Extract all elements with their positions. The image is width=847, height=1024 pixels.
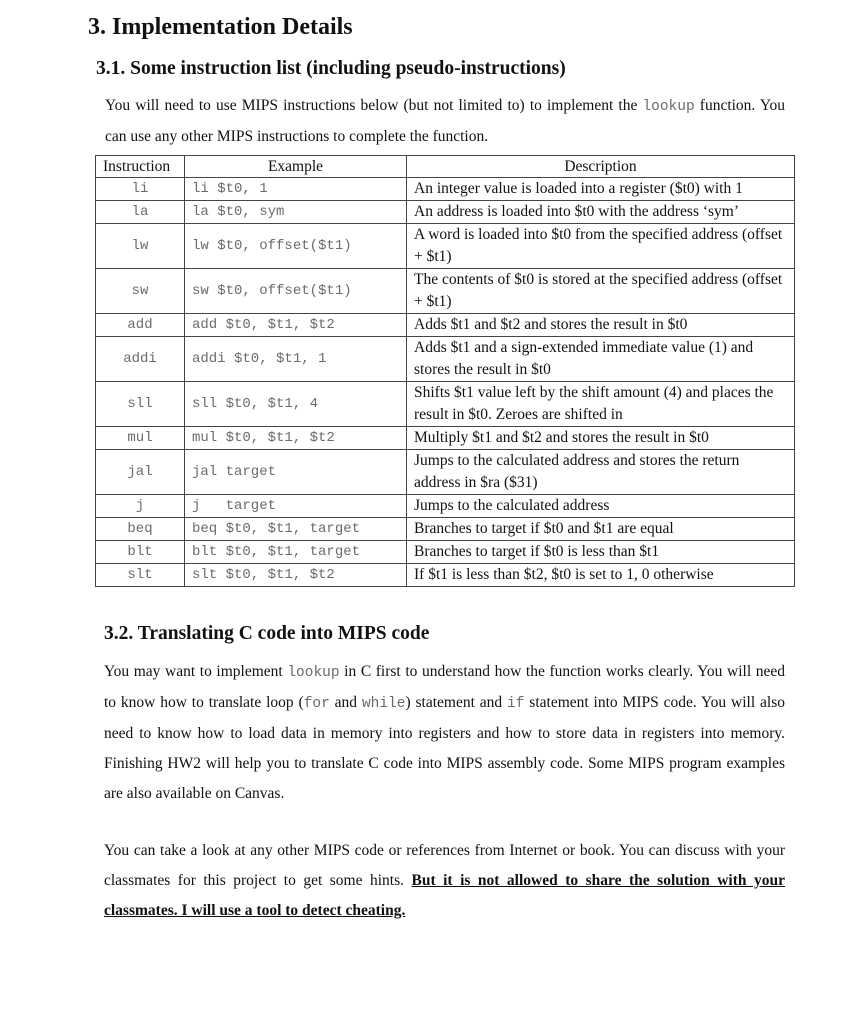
instruction-table [95,155,795,587]
example-cell: sll $t0, $t1, 4 [185,382,407,427]
instruction-cell: add [96,314,185,337]
cheating-warning: But it is not allowed to share the solution with your classmates. I will use a tool to detect cheating. [104,872,785,919]
description-cell: Multiply $t1 and $t2 and stores the result in $t0 [407,427,795,450]
table-row [96,269,795,314]
header-instruction: Instruction [96,156,185,178]
table-row [96,495,795,518]
p2-code-while: while [361,696,406,712]
example-cell: slt $t0, $t1, $t2 [185,564,407,587]
example-cell: blt $t0, $t1, target [185,541,407,564]
table-row [96,224,795,269]
table-header-row [96,156,795,178]
example-cell: la $t0, sym [185,201,407,224]
instruction-cell: lw [96,224,185,269]
intro-text-a: You will need to use MIPS instructions below (but not limited to) to implement the [105,97,643,114]
example-cell: mul $t0, $t1, $t2 [185,427,407,450]
description-cell: An integer value is loaded into a register ($t0) with 1 [407,178,795,201]
section-title: 3. Implementation Details [88,14,353,40]
description-cell: The contents of $t0 is stored at the specified address (offset + $t1) [407,269,795,314]
p2-code-for: for [303,696,330,712]
example-cell: li $t0, 1 [185,178,407,201]
p3-text-a: You can take a look at any other MIPS code or references from Internet or book. You can discuss with your classmates for this project to get some hints. [104,842,785,889]
description-cell: A word is loaded into $t0 from the specified address (offset + $t1) [407,224,795,269]
subsection-title-instruction-list: 3.1. Some instruction list (including pseudo-instructions) [96,58,566,79]
p2-text-a: You may want to implement [104,663,288,680]
header-description: Description [407,156,795,178]
intro-paragraph [105,91,785,152]
description-cell: If $t1 is less than $t2, $t0 is set to 1, 0 otherwise [407,564,795,587]
table-row [96,178,795,201]
academic-integrity-paragraph [104,836,785,926]
description-cell: Branches to target if $t0 is less than $t1 [407,541,795,564]
example-cell: sw $t0, offset($t1) [185,269,407,314]
subsection-title-translating: 3.2. Translating C code into MIPS code [104,623,430,644]
table-row [96,518,795,541]
description-cell: Branches to target if $t0 and $t1 are equal [407,518,795,541]
table-row [96,541,795,564]
example-cell: lw $t0, offset($t1) [185,224,407,269]
description-cell: Adds $t1 and $t2 and stores the result in $t0 [407,314,795,337]
table-row [96,201,795,224]
table-row [96,564,795,587]
p2-code-lookup: lookup [287,665,340,681]
example-cell: add $t0, $t1, $t2 [185,314,407,337]
example-cell: addi $t0, $t1, 1 [185,337,407,382]
description-cell: Adds $t1 and a sign-extended immediate value (1) and stores the result in $t0 [407,337,795,382]
instruction-cell: sw [96,269,185,314]
description-cell: Jumps to the calculated address and stores the return address in $ra ($31) [407,450,795,495]
table-row [96,382,795,427]
intro-code-lookup: lookup [642,99,695,115]
instruction-cell: beq [96,518,185,541]
description-cell: Jumps to the calculated address [407,495,795,518]
table-row [96,314,795,337]
table-row [96,427,795,450]
description-cell: Shifts $t1 value left by the shift amount (4) and places the result in $t0. Zeroes are shifted in [407,382,795,427]
instruction-cell: blt [96,541,185,564]
instruction-cell: j [96,495,185,518]
p2-text-b: in C first to understand how the function works clearly. You will need to know how to translate loop ( [104,663,785,711]
example-cell: jal target [185,450,407,495]
p2-text-e: statement into MIPS code. You will also need to know how to load data in memory into registers and how to store data in registers into memory. Finishing HW2 will help you to translate C code into MIPS assembly code. Some MIPS program examples are also available on Canvas. [104,694,785,802]
instruction-cell: slt [96,564,185,587]
p2-text-c: and [329,694,362,711]
intro-text-b: function. You can use any other MIPS instructions to complete the function. [105,97,785,145]
table-row [96,450,795,495]
translating-paragraph [104,657,785,809]
instruction-cell: jal [96,450,185,495]
p2-text-d: ) statement and [405,694,508,711]
p2-code-if: if [507,696,525,712]
description-cell: An address is loaded into $t0 with the address ‘sym’ [407,201,795,224]
instruction-cell: sll [96,382,185,427]
instruction-cell: mul [96,427,185,450]
example-cell: j target [185,495,407,518]
header-example: Example [185,156,407,178]
instruction-cell: la [96,201,185,224]
instruction-cell: addi [96,337,185,382]
instruction-cell: li [96,178,185,201]
table-row [96,337,795,382]
example-cell: beq $t0, $t1, target [185,518,407,541]
